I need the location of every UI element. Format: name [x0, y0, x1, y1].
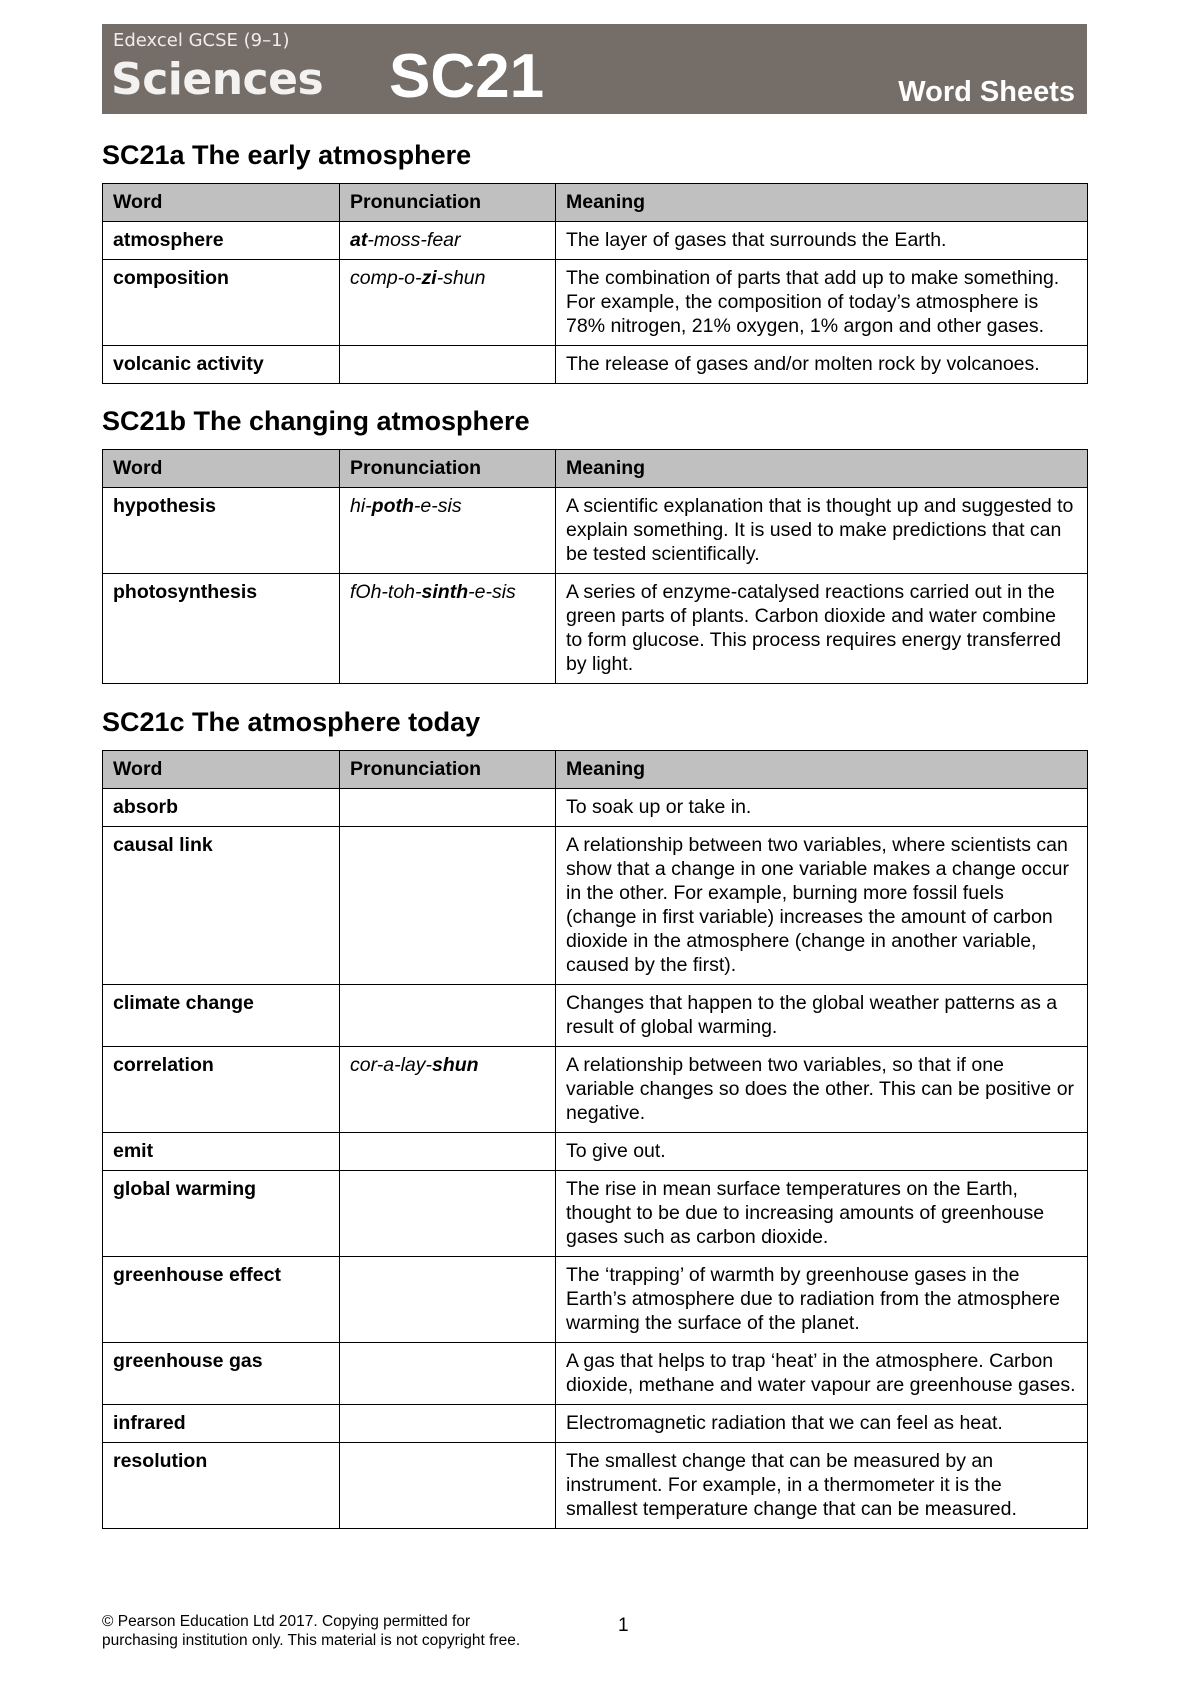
pronunciation-cell	[340, 1047, 556, 1133]
meaning-cell: To soak up or take in.	[556, 789, 1088, 827]
table-row	[103, 827, 1088, 985]
section-title-sc21a: SC21a The early atmosphere	[102, 140, 472, 170]
pronunciation-cell	[340, 574, 556, 684]
word-cell: climate change	[103, 985, 340, 1047]
header-banner	[102, 24, 1087, 114]
table-row	[103, 1047, 1088, 1133]
pronunciation-cell	[340, 488, 556, 574]
word-cell: resolution	[103, 1443, 340, 1529]
meaning-cell: The combination of parts that add up to make something. For example, the composition of today’s atmosphere is 78% nitrogen, 21% oxygen, 1% argon and other gases.	[556, 260, 1088, 346]
page-number: 1	[618, 1615, 629, 1636]
meaning-cell: A gas that helps to trap ‘heat’ in the atmosphere. Carbon dioxide, methane and water vapour are greenhouse gases.	[556, 1343, 1088, 1405]
table-header-row	[103, 184, 1088, 222]
table-row	[103, 346, 1088, 384]
word-cell: hypothesis	[103, 488, 340, 574]
syllable: -moss-fear	[367, 229, 461, 251]
pronunciation-cell	[340, 222, 556, 260]
syllable: cor-a-lay-	[350, 1054, 432, 1076]
section-title-sc21b: SC21b The changing atmosphere	[102, 406, 530, 436]
pronunciation-cell	[340, 1443, 556, 1529]
syllable: hi-	[350, 495, 372, 517]
stressed-syllable: zi	[421, 267, 437, 289]
word-table-sc21c	[102, 750, 1088, 1529]
pronunciation-cell	[340, 1343, 556, 1405]
pronunciation-cell	[340, 260, 556, 346]
pronunciation-cell	[340, 1405, 556, 1443]
table-row	[103, 1171, 1088, 1257]
table-row	[103, 1343, 1088, 1405]
stressed-syllable: sinth	[421, 581, 469, 603]
word-cell: infrared	[103, 1405, 340, 1443]
meaning-cell: The smallest change that can be measured by an instrument. For example, in a thermometer it is the smallest temperature change that can be measured.	[556, 1443, 1088, 1529]
copyright-line-1: © Pearson Education Ltd 2017. Copying permitted for	[102, 1613, 471, 1630]
table-row	[103, 1257, 1088, 1343]
meaning-cell: The rise in mean surface temperatures on the Earth, thought to be due to increasing amounts of greenhouse gases such as carbon dioxide.	[556, 1171, 1088, 1257]
column-header-pronunciation: Pronunciation	[340, 751, 556, 789]
syllable: -shun	[436, 267, 486, 289]
column-header-pronunciation: Pronunciation	[340, 184, 556, 222]
column-header-word: Word	[103, 751, 340, 789]
word-cell: absorb	[103, 789, 340, 827]
word-cell: correlation	[103, 1047, 340, 1133]
word-table-sc21b	[102, 449, 1088, 684]
stressed-syllable: shun	[432, 1054, 479, 1076]
meaning-cell: A scientific explanation that is thought up and suggested to explain something. It is used to make predictions that can be tested scientifically.	[556, 488, 1088, 574]
word-cell: atmosphere	[103, 222, 340, 260]
table-header-row	[103, 751, 1088, 789]
meaning-cell: A relationship between two variables, so that if one variable changes so does the other. This can be positive or negative.	[556, 1047, 1088, 1133]
meaning-cell: Electromagnetic radiation that we can feel as heat.	[556, 1405, 1088, 1443]
meaning-cell: A series of enzyme-catalysed reactions carried out in the green parts of plants. Carbon dioxide and water combine to form glucose. This process requires energy transferred by light.	[556, 574, 1088, 684]
pronunciation-cell	[340, 1171, 556, 1257]
table-row	[103, 1133, 1088, 1171]
pronunciation-cell	[340, 827, 556, 985]
table-row	[103, 789, 1088, 827]
meaning-cell: Changes that happen to the global weather patterns as a result of global warming.	[556, 985, 1088, 1047]
table-row	[103, 574, 1088, 684]
table-row	[103, 222, 1088, 260]
syllable: -e-sis	[413, 495, 462, 517]
unit-code: SC21	[389, 42, 545, 111]
table-row	[103, 1443, 1088, 1529]
syllable: comp-o-	[350, 267, 422, 289]
pronunciation-cell	[340, 1257, 556, 1343]
word-cell: composition	[103, 260, 340, 346]
word-cell: causal link	[103, 827, 340, 985]
pronunciation-cell	[340, 1133, 556, 1171]
word-cell: global warming	[103, 1171, 340, 1257]
pronunciation-cell	[340, 789, 556, 827]
column-header-word: Word	[103, 184, 340, 222]
meaning-cell: The layer of gases that surrounds the Earth.	[556, 222, 1088, 260]
column-header-meaning: Meaning	[556, 450, 1088, 488]
meaning-cell: The release of gases and/or molten rock by volcanoes.	[556, 346, 1088, 384]
sheet-type: Word Sheets	[898, 76, 1075, 108]
series-label: Edexcel GCSE (9–1)	[113, 30, 290, 51]
word-cell: emit	[103, 1133, 340, 1171]
word-cell: greenhouse effect	[103, 1257, 340, 1343]
meaning-cell: To give out.	[556, 1133, 1088, 1171]
table-row	[103, 1405, 1088, 1443]
stressed-syllable: at	[350, 229, 368, 251]
syllable: -e-sis	[468, 581, 516, 603]
meaning-cell: A relationship between two variables, where scientists can show that a change in one variable makes a change occur in the other. For example, burning more fossil fuels (change in first variable) increases the amount of carbon dioxide in the atmosphere (change in another variable, caused by the first).	[556, 827, 1088, 985]
word-cell: photosynthesis	[103, 574, 340, 684]
copyright-line-2: purchasing institution only. This material is not copyright free.	[102, 1632, 521, 1649]
word-table-sc21a	[102, 183, 1088, 384]
table-row	[103, 488, 1088, 574]
table-header-row	[103, 450, 1088, 488]
copyright-footer	[102, 1612, 520, 1650]
brand-title: Sciences	[111, 54, 324, 105]
meaning-cell: The ‘trapping’ of warmth by greenhouse gases in the Earth’s atmosphere due to radiation from the atmosphere warming the surface of the planet.	[556, 1257, 1088, 1343]
word-cell: volcanic activity	[103, 346, 340, 384]
table-row	[103, 985, 1088, 1047]
column-header-word: Word	[103, 450, 340, 488]
word-cell: greenhouse gas	[103, 1343, 340, 1405]
syllable: fOh-toh-	[350, 581, 422, 603]
table-row	[103, 260, 1088, 346]
pronunciation-cell	[340, 985, 556, 1047]
section-title-sc21c: SC21c The atmosphere today	[102, 707, 481, 737]
column-header-meaning: Meaning	[556, 184, 1088, 222]
stressed-syllable: poth	[371, 495, 414, 517]
pronunciation-cell	[340, 346, 556, 384]
column-header-meaning: Meaning	[556, 751, 1088, 789]
column-header-pronunciation: Pronunciation	[340, 450, 556, 488]
